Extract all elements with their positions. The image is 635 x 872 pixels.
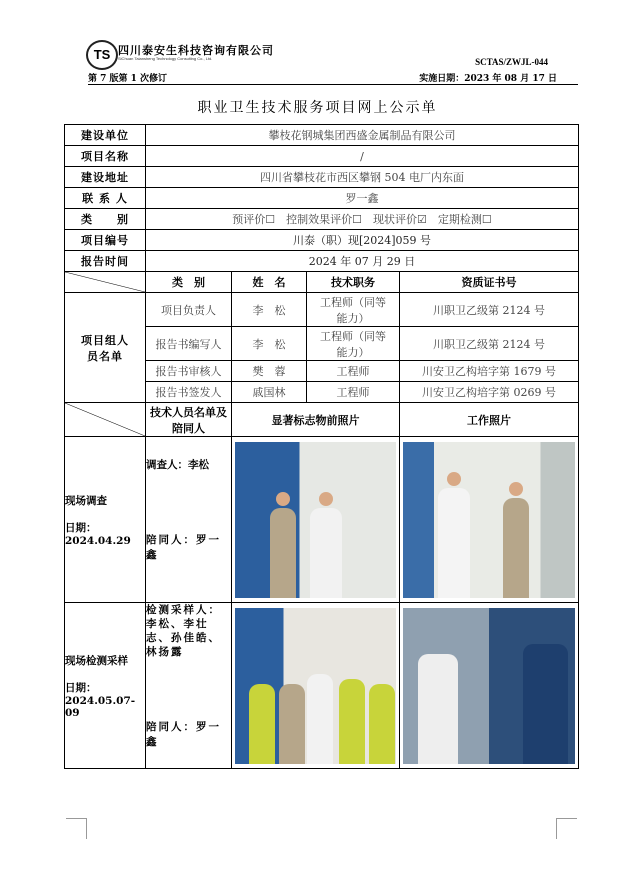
work-photo-cell	[400, 603, 579, 769]
team-group-label: 项目组人员名单	[65, 293, 146, 403]
info-value: 攀枝花钢城集团西盛金属制品有限公司	[146, 125, 579, 146]
effective-date: 实施日期：2023 年 08 月 17 日	[419, 74, 557, 84]
column-header: 工作照片	[400, 403, 579, 437]
name: 李 松	[232, 327, 307, 361]
stage: 现场调查	[65, 494, 107, 507]
header-divider	[88, 84, 578, 85]
cert-no: 川职卫乙级第 2124 号	[400, 293, 579, 327]
info-label: 建设单位	[65, 125, 146, 146]
info-row	[65, 167, 579, 188]
company-name: 四川泰安生科技咨询有限公司	[118, 44, 274, 57]
company-name-en: SiChuan Taiansheng Technology Consulting Co., Ltd.	[118, 56, 213, 61]
info-row	[65, 125, 579, 146]
info-value: 四川省攀枝花市西区攀钢 504 电厂内东面	[146, 167, 579, 188]
work-photo	[403, 608, 575, 764]
info-value: 川泰（职）现[2024]059 号	[146, 230, 579, 251]
date-label: 日期：	[65, 521, 97, 534]
column-header: 显著标志物前照片	[232, 403, 400, 437]
team-row	[65, 293, 579, 327]
info-row	[65, 146, 579, 167]
title: 工程师（同等能力）	[307, 293, 400, 327]
stage-date: 2024.04.29	[65, 534, 131, 547]
name: 樊 蓉	[232, 361, 307, 382]
work-photo	[403, 442, 575, 598]
photo-row	[65, 437, 579, 603]
escort: 陪同人：罗一鑫	[146, 721, 221, 748]
column-header: 资质证书号	[400, 272, 579, 293]
page-title: 职业卫生技术服务项目网上公示单	[197, 100, 438, 116]
info-value: 2024 年 07 月 29 日	[146, 251, 579, 272]
column-header: 技术职务	[307, 272, 400, 293]
title: 工程师	[307, 382, 400, 403]
staff-cell	[146, 437, 232, 603]
cert-no: 川安卫乙构培字第 0269 号	[400, 382, 579, 403]
info-value: /	[146, 146, 579, 167]
info-row	[65, 230, 579, 251]
stage-cell	[65, 603, 146, 769]
landmark-photo	[235, 442, 396, 598]
name: 戚国林	[232, 382, 307, 403]
diagonal-cell	[65, 403, 146, 437]
landmark-photo	[235, 608, 396, 764]
info-row	[65, 209, 579, 230]
info-row	[65, 188, 579, 209]
info-label: 建设地址	[65, 167, 146, 188]
role: 项目负责人	[146, 293, 232, 327]
title: 工程师	[307, 361, 400, 382]
cert-no: 川职卫乙级第 2124 号	[400, 327, 579, 361]
info-label: 类 别	[65, 209, 146, 230]
role: 报告书签发人	[146, 382, 232, 403]
crop-mark	[66, 818, 87, 839]
info-row	[65, 251, 579, 272]
stage-cell	[65, 437, 146, 603]
column-header: 类 别	[146, 272, 232, 293]
info-label: 项目名称	[65, 146, 146, 167]
info-label: 报告时间	[65, 251, 146, 272]
version: 第 7 版第 1 次修订	[88, 74, 168, 84]
work-photo-cell	[400, 437, 579, 603]
category-checkboxes: 预评价☐ 控制效果评价☐ 现状评价☑ 定期检测☐	[146, 209, 579, 230]
escort: 陪同人：罗一鑫	[146, 534, 221, 561]
company-logo: TS	[86, 40, 118, 70]
crop-mark	[556, 818, 577, 839]
landmark-photo-cell	[232, 437, 400, 603]
team-header-row	[65, 272, 579, 293]
photo-header-row	[65, 403, 579, 437]
notice-table	[64, 124, 579, 769]
diagonal-cell	[65, 272, 146, 293]
stage-date: 2024.05.07-09	[65, 694, 136, 719]
column-header: 姓 名	[232, 272, 307, 293]
column-header: 技术人员名单及陪同人	[146, 403, 232, 437]
role: 报告书审核人	[146, 361, 232, 382]
stage: 现场检测采样	[65, 654, 128, 667]
landmark-photo-cell	[232, 603, 400, 769]
info-label: 联 系 人	[65, 188, 146, 209]
doc-code: SCTAS/ZWJL-044	[475, 57, 548, 67]
role: 报告书编写人	[146, 327, 232, 361]
info-value: 罗一鑫	[146, 188, 579, 209]
staff: 调查人：李松	[146, 459, 209, 471]
name: 李 松	[232, 293, 307, 327]
title: 工程师（同等能力）	[307, 327, 400, 361]
staff-cell	[146, 603, 232, 769]
date-label: 日期：	[65, 681, 97, 694]
staff: 检测采样人：李松、李壮志、孙佳皓、林扬露	[146, 604, 221, 658]
cert-no: 川安卫乙构培字第 1679 号	[400, 361, 579, 382]
info-label: 项目编号	[65, 230, 146, 251]
photo-row	[65, 603, 579, 769]
